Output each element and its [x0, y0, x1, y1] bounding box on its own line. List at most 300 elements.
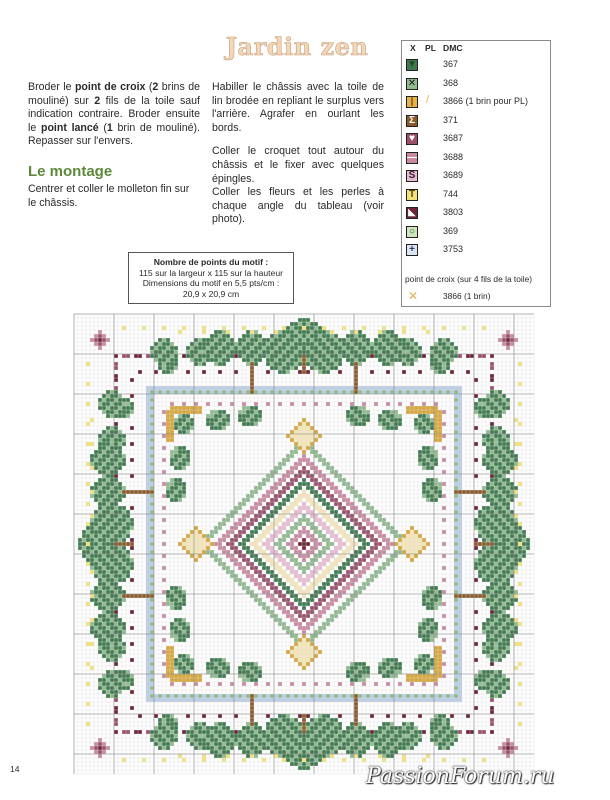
- stitch-cell: [426, 670, 430, 674]
- stitch-cell: [286, 454, 290, 458]
- stitch-cell: [518, 462, 522, 466]
- stitch-cell: [122, 518, 126, 522]
- stitch-cell: [246, 726, 250, 730]
- stitch-cell: [262, 494, 266, 498]
- stitch-cell: [430, 598, 434, 602]
- stitch-cell: [322, 586, 326, 590]
- stitch-cell: [430, 738, 434, 742]
- stitch-cell: [302, 646, 306, 650]
- stitch-cell: [434, 626, 438, 630]
- stitch-cell: [106, 654, 110, 658]
- stitch-cell: [242, 526, 246, 530]
- stitch-cell: [214, 362, 218, 366]
- stitch-cell: [122, 542, 126, 546]
- stitch-cell: [122, 686, 126, 690]
- stitch-cell: [422, 386, 426, 390]
- stitch-cell: [506, 626, 510, 630]
- stitch-cell: [410, 342, 414, 346]
- stitch-cell: [330, 390, 334, 394]
- stitch-cell: [510, 630, 514, 634]
- stitch-cell: [354, 362, 358, 366]
- stitch-cell: [294, 734, 298, 738]
- stitch-cell: [422, 670, 426, 674]
- stitch-cell: [310, 730, 314, 734]
- stitch-cell: [250, 718, 254, 722]
- stitch-cell: [434, 666, 438, 670]
- stitch-cell: [498, 558, 502, 562]
- stitch-cell: [382, 358, 386, 362]
- stitch-cell: [482, 526, 486, 530]
- stitch-cell: [362, 518, 366, 522]
- stitch-cell: [382, 390, 386, 394]
- stitch-cell: [378, 670, 382, 674]
- stitch-cell: [502, 586, 506, 590]
- stitch-cell: [514, 562, 518, 566]
- stitch-cell: [102, 742, 106, 746]
- stitch-cell: [330, 730, 334, 734]
- stitch-cell: [318, 738, 322, 742]
- stitch-cell: [338, 698, 342, 702]
- stitch-cell: [210, 550, 214, 554]
- stitch-cell: [182, 618, 186, 622]
- stitch-cell: [334, 386, 338, 390]
- stitch-cell: [506, 682, 510, 686]
- stitch-cell: [118, 486, 122, 490]
- stitch-cell: [242, 406, 246, 410]
- stitch-cell: [106, 558, 110, 562]
- stitch-cell: [102, 654, 106, 658]
- stitch-cell: [286, 330, 290, 334]
- stitch-cell: [278, 330, 282, 334]
- stitch-cell: [490, 518, 494, 522]
- stitch-cell: [302, 454, 306, 458]
- stitch-cell: [302, 558, 306, 562]
- stitch-cell: [418, 418, 422, 422]
- stitch-cell: [322, 718, 326, 722]
- stitch-cell: [362, 726, 366, 730]
- stitch-cell: [382, 426, 386, 430]
- stitch-cell: [154, 698, 158, 702]
- stitch-cell: [178, 410, 182, 414]
- stitch-cell: [478, 490, 482, 494]
- stitch-cell: [278, 750, 282, 754]
- stitch-cell: [306, 534, 310, 538]
- stitch-cell: [110, 602, 114, 606]
- stitch-cell: [242, 346, 246, 350]
- stitch-cell: [458, 398, 462, 402]
- stitch-cell: [458, 662, 462, 666]
- stitch-cell: [502, 342, 506, 346]
- stitch-cell: [182, 406, 186, 410]
- stitch-cell: [490, 674, 494, 678]
- stitch-cell: [254, 350, 258, 354]
- stitch-cell: [454, 690, 458, 694]
- stitch-cell: [434, 494, 438, 498]
- stitch-cell: [150, 498, 154, 502]
- stitch-cell: [498, 546, 502, 550]
- stitch-cell: [526, 538, 530, 542]
- stitch-cell: [290, 482, 294, 486]
- stitch-cell: [434, 586, 438, 590]
- stitch-cell: [354, 378, 358, 382]
- stitch-cell: [298, 550, 302, 554]
- stitch-cell: [430, 586, 434, 590]
- stitch-cell: [386, 730, 390, 734]
- stitch-cell: [426, 590, 430, 594]
- stitch-cell: [126, 354, 130, 358]
- stitch-cell: [182, 670, 186, 674]
- stitch-cell: [102, 562, 106, 566]
- stitch-cell: [150, 674, 154, 678]
- stitch-cell: [506, 622, 510, 626]
- stitch-cell: [266, 370, 270, 374]
- stitch-cell: [318, 726, 322, 730]
- stitch-cell: [458, 518, 462, 522]
- stitch-cell: [190, 546, 194, 550]
- stitch-cell: [166, 646, 170, 650]
- stitch-cell: [214, 426, 218, 430]
- stitch-cell: [122, 554, 126, 558]
- stitch-cell: [118, 590, 122, 594]
- stitch-cell: [458, 514, 462, 518]
- stitch-cell: [510, 530, 514, 534]
- stitch-cell: [102, 678, 106, 682]
- stitch-cell: [338, 490, 342, 494]
- stitch-cell: [114, 550, 118, 554]
- stitch-cell: [314, 390, 318, 394]
- stitch-cell: [354, 662, 358, 666]
- stitch-cell: [510, 594, 514, 598]
- stitch-cell: [314, 438, 318, 442]
- stitch-cell: [278, 494, 282, 498]
- stitch-cell: [338, 610, 342, 614]
- stitch-cell: [490, 686, 494, 690]
- stitch-cell: [106, 610, 110, 614]
- stitch-cell: [234, 558, 238, 562]
- stitch-cell: [294, 722, 298, 726]
- stitch-cell: [406, 386, 410, 390]
- stitch-cell: [378, 566, 382, 570]
- stitch-cell: [366, 550, 370, 554]
- stitch-cell: [382, 674, 386, 678]
- stitch-cell: [510, 618, 514, 622]
- stitch-cell: [294, 574, 298, 578]
- stitch-cell: [294, 322, 298, 326]
- stitch-cell: [290, 722, 294, 726]
- stitch-cell: [210, 354, 214, 358]
- stitch-cell: [354, 530, 358, 534]
- stitch-cell: [118, 570, 122, 574]
- stitch-cell: [298, 506, 302, 510]
- stitch-cell: [130, 506, 134, 510]
- stitch-cell: [482, 530, 486, 534]
- stitch-cell: [390, 734, 394, 738]
- stitch-cell: [486, 438, 490, 442]
- stitch-cell: [306, 486, 310, 490]
- stitch-cell: [358, 722, 362, 726]
- stitch-cell: [334, 582, 338, 586]
- stitch-cell: [110, 566, 114, 570]
- stitch-cell: [358, 414, 362, 418]
- stitch-cell: [214, 734, 218, 738]
- stitch-cell: [110, 506, 114, 510]
- stitch-cell: [150, 506, 154, 510]
- dmc-code: 369: [443, 225, 459, 236]
- stitch-cell: [290, 718, 294, 722]
- stitch-cell: [298, 642, 302, 646]
- stitch-cell: [126, 686, 130, 690]
- stitch-cell: [254, 662, 258, 666]
- stitch-cell: [146, 566, 150, 570]
- stitch-cell: [294, 510, 298, 514]
- stitch-cell: [174, 478, 178, 482]
- stitch-cell: [434, 362, 438, 366]
- stitch-cell: [146, 478, 150, 482]
- stitch-cell: [110, 594, 114, 598]
- stitch-cell: [374, 546, 378, 550]
- stitch-cell: [98, 506, 102, 510]
- stitch-cell: [366, 554, 370, 558]
- stitch-cell: [366, 386, 370, 390]
- stitch-cell: [250, 370, 254, 374]
- stitch-cell: [306, 530, 310, 534]
- stitch-cell: [450, 730, 454, 734]
- stitch-cell: [186, 458, 190, 462]
- stitch-cell: [110, 546, 114, 550]
- stitch-cell: [298, 750, 302, 754]
- stitch-cell: [298, 754, 302, 758]
- stitch-cell: [426, 406, 430, 410]
- stitch-cell: [142, 594, 146, 598]
- stitch-cell: [102, 490, 106, 494]
- stitch-cell: [250, 366, 254, 370]
- stitch-cell: [318, 334, 322, 338]
- stitch-cell: [262, 578, 266, 582]
- stitch-cell: [166, 674, 170, 678]
- stitch-cell: [218, 698, 222, 702]
- stitch-cell: [270, 390, 274, 394]
- stitch-cell: [414, 658, 418, 662]
- stitch-cell: [474, 394, 478, 398]
- stitch-cell: [490, 562, 494, 566]
- stitch-cell: [166, 490, 170, 494]
- stitch-cell: [242, 502, 246, 506]
- stitch-cell: [150, 390, 154, 394]
- stitch-cell: [450, 350, 454, 354]
- stitch-symbol-icon: ○: [406, 226, 418, 238]
- stitch-cell: [506, 678, 510, 682]
- stitch-cell: [262, 522, 266, 526]
- stitch-cell: [454, 642, 458, 646]
- stitch-cell: [310, 386, 314, 390]
- stitch-cell: [442, 530, 446, 534]
- stitch-cell: [262, 510, 266, 514]
- stitch-cell: [194, 386, 198, 390]
- stitch-cell: [482, 534, 486, 538]
- stitch-cell: [114, 718, 118, 722]
- stitch-cell: [514, 458, 518, 462]
- stitch-cell: [94, 618, 98, 622]
- stitch-cell: [354, 386, 358, 390]
- stitch-cell: [350, 418, 354, 422]
- stitch-cell: [426, 618, 430, 622]
- stitch-cell: [506, 546, 510, 550]
- stitch-cell: [150, 642, 154, 646]
- stitch-cell: [206, 734, 210, 738]
- stitch-cell: [490, 486, 494, 490]
- stitch-cell: [390, 342, 394, 346]
- stitch-cell: [102, 474, 106, 478]
- stitch-cell: [118, 442, 122, 446]
- stitch-cell: [246, 570, 250, 574]
- stitch-cell: [118, 562, 122, 566]
- stitch-cell: [138, 730, 142, 734]
- stitch-cell: [426, 698, 430, 702]
- stitch-cell: [162, 338, 166, 342]
- stitch-cell: [258, 582, 262, 586]
- stitch-cell: [94, 458, 98, 462]
- stitch-cell: [226, 570, 230, 574]
- stitch-cell: [90, 418, 94, 422]
- stitch-cell: [254, 514, 258, 518]
- stitch-cell: [290, 566, 294, 570]
- stitch-cell: [502, 486, 506, 490]
- stitch-cell: [242, 386, 246, 390]
- stitch-cell: [170, 622, 174, 626]
- stitch-cell: [130, 682, 134, 686]
- stitch-cell: [110, 670, 114, 674]
- stitch-cell: [478, 510, 482, 514]
- stitch-cell: [430, 362, 434, 366]
- stitch-cell: [506, 614, 510, 618]
- stitch-cell: [438, 722, 442, 726]
- stitch-cell: [302, 362, 306, 366]
- stitch-cell: [434, 370, 438, 374]
- stitch-cell: [458, 646, 462, 650]
- stitch-cell: [302, 434, 306, 438]
- stitch-cell: [490, 450, 494, 454]
- stitch-cell: [110, 442, 114, 446]
- stitch-cell: [426, 330, 430, 334]
- stitch-cell: [434, 422, 438, 426]
- stitch-cell: [238, 582, 242, 586]
- stitch-cell: [518, 562, 522, 566]
- stitch-cell: [114, 606, 118, 610]
- stitch-cell: [150, 574, 154, 578]
- stitch-cell: [146, 510, 150, 514]
- stitch-cell: [282, 570, 286, 574]
- stitch-cell: [354, 370, 358, 374]
- stitch-cell: [178, 414, 182, 418]
- stitch-cell: [306, 626, 310, 630]
- stitch-cell: [354, 578, 358, 582]
- stitch-cell: [98, 522, 102, 526]
- stitch-cell: [498, 506, 502, 510]
- stitch-cell: [122, 522, 126, 526]
- stitch-cell: [474, 674, 478, 678]
- stitch-cell: [510, 558, 514, 562]
- stitch-cell: [422, 450, 426, 454]
- stitch-cell: [278, 466, 282, 470]
- stitch-cell: [350, 546, 354, 550]
- stitch-cell: [110, 630, 114, 634]
- stitch-cell: [354, 734, 358, 738]
- stitch-cell: [258, 550, 262, 554]
- stitch-cell: [262, 694, 266, 698]
- stitch-cell: [458, 510, 462, 514]
- stitch-cell: [238, 670, 242, 674]
- stitch-cell: [198, 546, 202, 550]
- stitch-cell: [314, 754, 318, 758]
- stitch-cell: [518, 526, 522, 530]
- stitch-cell: [506, 334, 510, 338]
- stitch-cell: [506, 558, 510, 562]
- stitch-cell: [170, 406, 174, 410]
- stitch-cell: [294, 558, 298, 562]
- stitch-cell: [482, 462, 486, 466]
- stitch-cell: [510, 570, 514, 574]
- stitch-cell: [498, 562, 502, 566]
- stitch-cell: [102, 342, 106, 346]
- stitch-cell: [118, 542, 122, 546]
- stitch-cell: [222, 662, 226, 666]
- stitch-cell: [494, 686, 498, 690]
- stitch-cell: [122, 674, 126, 678]
- stitch-cell: [266, 566, 270, 570]
- stitch-cell: [182, 698, 186, 702]
- stitch-cell: [362, 730, 366, 734]
- stitch-cell: [418, 350, 422, 354]
- stitch-cell: [438, 390, 442, 394]
- stitch-cell: [90, 566, 94, 570]
- stitch-cell: [170, 658, 174, 662]
- stitch-cell: [250, 354, 254, 358]
- stitch-cell: [414, 350, 418, 354]
- stitch-cell: [334, 742, 338, 746]
- stitch-cell: [306, 342, 310, 346]
- stitch-cell: [150, 426, 154, 430]
- stitch-cell: [254, 342, 258, 346]
- stitch-cell: [106, 638, 110, 642]
- stitch-cell: [302, 334, 306, 338]
- stitch-cell: [458, 402, 462, 406]
- stitch-cell: [282, 574, 286, 578]
- stitch-cell: [354, 746, 358, 750]
- stitch-cell: [382, 694, 386, 698]
- stitch-cell: [306, 434, 310, 438]
- stitch-cell: [346, 550, 350, 554]
- stitch-cell: [242, 682, 246, 686]
- stitch-cell: [198, 698, 202, 702]
- stitch-cell: [146, 678, 150, 682]
- stitch-cell: [290, 450, 294, 454]
- stitch-cell: [310, 442, 314, 446]
- stitch-cell: [454, 478, 458, 482]
- stitch-cell: [118, 554, 122, 558]
- stitch-cell: [394, 550, 398, 554]
- stitch-cell: [98, 614, 102, 618]
- stitch-cell: [282, 750, 286, 754]
- stitch-cell: [390, 338, 394, 342]
- stitch-cell: [246, 670, 250, 674]
- stitch-cell: [378, 734, 382, 738]
- stitch-cell: [382, 698, 386, 702]
- stitch-cell: [302, 634, 306, 638]
- stitch-cell: [350, 678, 354, 682]
- stitch-cell: [314, 578, 318, 582]
- stitch-cell: [354, 754, 358, 758]
- stitch-cell: [494, 514, 498, 518]
